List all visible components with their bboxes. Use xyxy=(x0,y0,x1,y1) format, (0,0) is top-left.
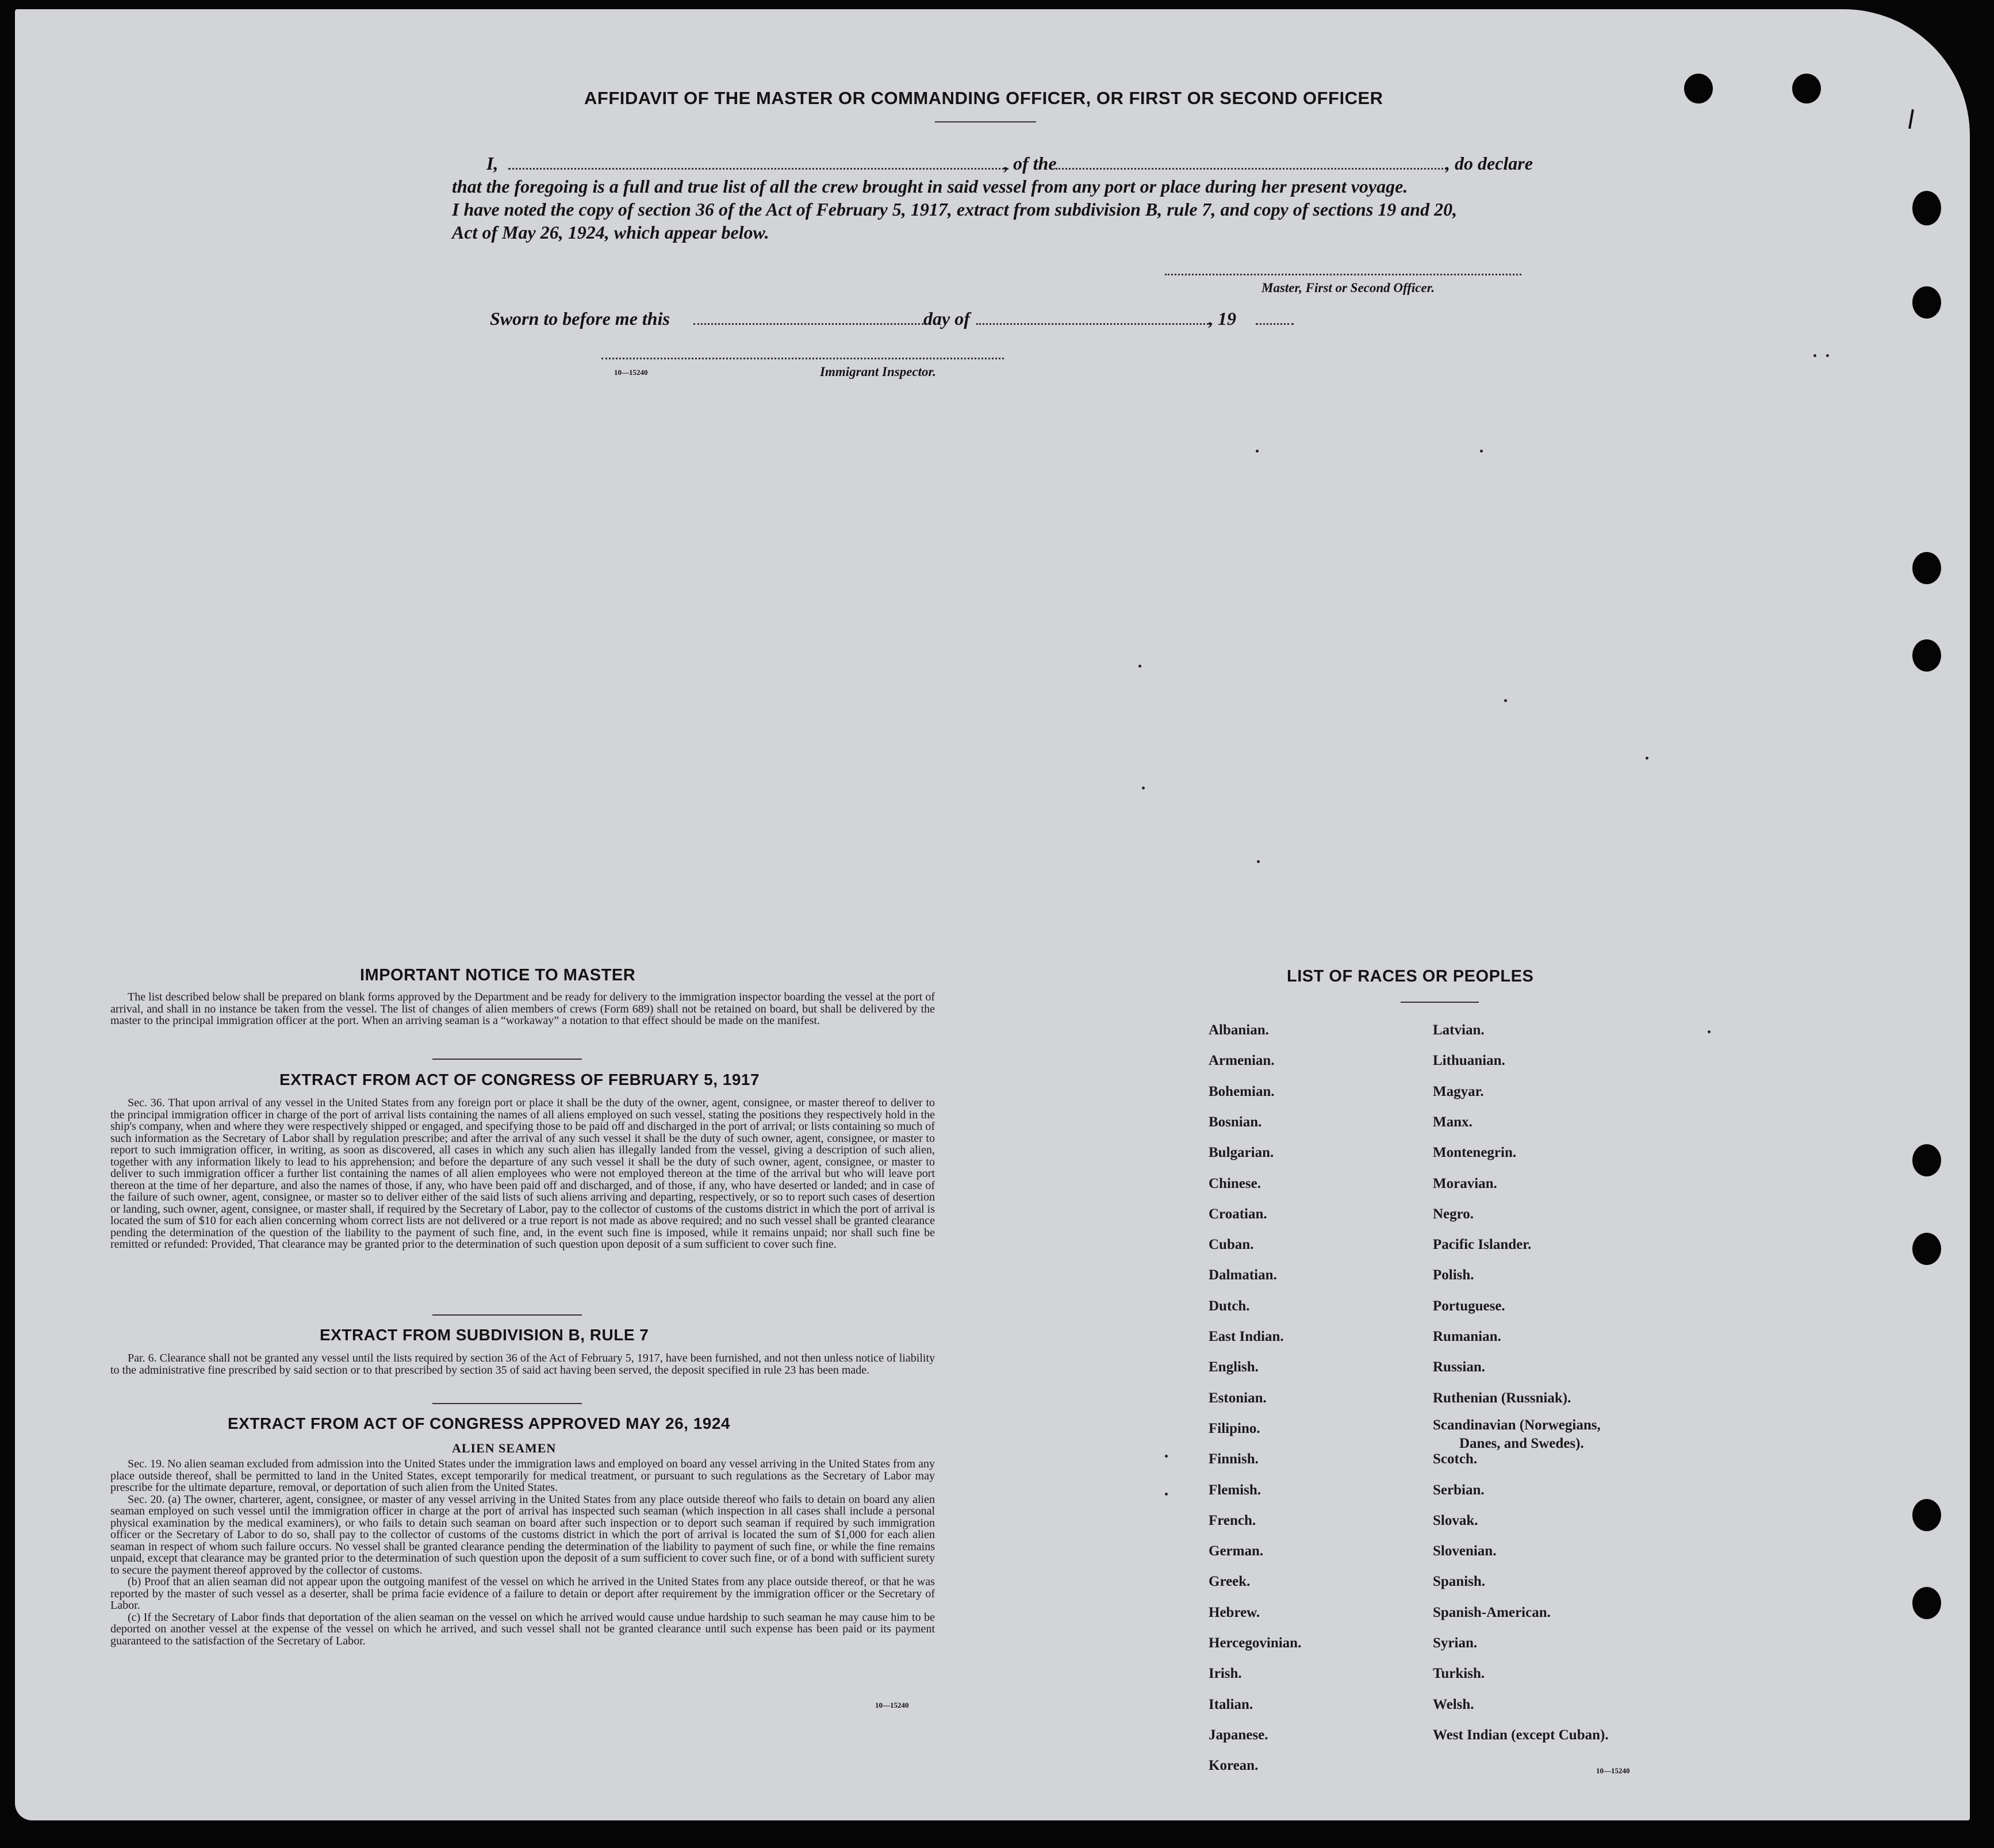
race-item-left: Finnish. xyxy=(1209,1451,1259,1467)
extract-1924-title: EXTRACT FROM ACT OF CONGRESS APPROVED MAY 26, 1924 xyxy=(228,1414,730,1432)
race-item-right: Syrian. xyxy=(1433,1635,1478,1651)
race-item-right: Serbian. xyxy=(1433,1482,1485,1498)
punch-hole xyxy=(1792,74,1821,103)
notice-text xyxy=(110,991,935,1027)
master-signature-field[interactable] xyxy=(1165,274,1521,275)
speck xyxy=(1142,787,1145,789)
punch-hole xyxy=(1912,1499,1941,1531)
extract-1917-title: EXTRACT FROM ACT OF CONGRESS OF FEBRUARY 5, 1917 xyxy=(279,1071,760,1088)
section-20b-paragraph: (b) Proof that an alien seaman did not appear upon the outgoing manifest of the vessel on which he arrived in the United States from any place outside thereof, or that he was reported by the master of such vessel as a deserter, shall be prima facie evidence of a failure to detain or deport after requirement by the immigration officer or the Secretary of Labor. xyxy=(110,1575,935,1612)
extract-1917-text xyxy=(110,1097,935,1251)
year-prefix-label: , 19 xyxy=(1209,308,1236,329)
sworn-day-field[interactable] xyxy=(693,323,923,325)
affidavit-line-3: I have noted the copy of section 36 of the Act of February 5, 1917, extract from subdivision B, rule 7, and copy of sections 19 and 20, xyxy=(452,199,1458,220)
race-item-right: Lithuanian. xyxy=(1433,1053,1505,1068)
affidavit-line-2: that the foregoing is a full and true list of all the crew brought in said vessel from any port or place during her present voyage. xyxy=(452,176,1408,197)
race-item-left: Chinese. xyxy=(1209,1176,1261,1191)
race-item-right: Negro. xyxy=(1433,1206,1474,1222)
document-page xyxy=(15,9,1970,1820)
sworn-year-field[interactable] xyxy=(1256,323,1294,325)
race-item-left: Cuban. xyxy=(1209,1237,1254,1252)
races-title: LIST OF RACES OR PEOPLES xyxy=(1287,967,1534,986)
punch-hole xyxy=(1912,191,1941,225)
affidavit-i-label: I, xyxy=(486,153,498,174)
race-item-left: German. xyxy=(1209,1543,1264,1559)
race-item-right: Turkish. xyxy=(1433,1666,1485,1681)
race-item-right: Polish. xyxy=(1433,1267,1474,1283)
form-number: 10—15240 xyxy=(614,368,648,377)
section-20c-paragraph: (c) If the Secretary of Labor finds that deportation of the alien seaman on the vessel on which he arrived would cause undue hardship to such seaman he may cause him to be deported on another vessel at the expense of the vessel on which he arrived, and such vessel shall not be granted clearance until such expense has been paid or its payment guaranteed to the satisfaction of the Secretary of Labor. xyxy=(110,1611,935,1647)
race-item-right: Russian. xyxy=(1433,1359,1486,1375)
race-item-left: Italian. xyxy=(1209,1697,1253,1712)
races-title-underline xyxy=(1401,1002,1479,1003)
extract-rule7-text xyxy=(110,1352,935,1376)
section-19-paragraph: Sec. 19. No alien seaman excluded from admission into the United States under the immigration laws and employed on board any vessel arriving in the United States from any place outside thereof, shall be permitted to land in the United States, except temporarily for medical treatment, or pursuant to such regulations as the Secretary of Labor may prescribe for the ultimate departure, removal, or deportation of such alien from the United States. xyxy=(110,1458,935,1494)
race-item-right: Slovak. xyxy=(1433,1513,1478,1528)
race-item-left: Greek. xyxy=(1209,1574,1251,1589)
speck xyxy=(1138,665,1141,668)
race-item-right: Ruthenian (Russniak). xyxy=(1433,1390,1571,1406)
speck xyxy=(1257,860,1260,863)
extract-rule7-title: EXTRACT FROM SUBDIVISION B, RULE 7 xyxy=(320,1326,649,1344)
punch-hole xyxy=(1684,74,1713,103)
race-item-right: Scandinavian (Norwegians, xyxy=(1433,1417,1601,1433)
race-item-left: Armenian. xyxy=(1209,1053,1275,1068)
punch-hole xyxy=(1912,639,1941,672)
race-item-left: Bulgarian. xyxy=(1209,1145,1274,1160)
race-item-right: Scotch. xyxy=(1433,1451,1478,1467)
section-20a-paragraph: Sec. 20. (a) The owner, charterer, agent, consignee, or master of any vessel arriving in the United States from any place outside thereof who fails to detain on board any alien seaman employed on such vessel until the immigration officer in charge at the port of arrival has inspected such seaman (which inspection in all cases shall include a personal physical examination by the medical examiners), or who fails to detain such seaman on board after such inspection or to deport such seaman if required by such immigration officer or the Secretary of Labor to do so, shall pay to the collector of customs of the customs district in which the port of arrival is located the sum of $1,000 for each alien seaman in respect of whom such failure occurs. No vessel shall be granted clearance pending the determination of the liability to payment of such fine, or while the fine remains unpaid, except that clearance may be granted prior to the determination of such question upon the deposit of a sum sufficient to cover such fine, or of a bond with sufficient surety to secure the payment thereof approved by the collector of customs. xyxy=(110,1493,935,1577)
title-underline xyxy=(935,121,1036,122)
race-item-right: Spanish. xyxy=(1433,1574,1486,1589)
race-item-left: Dalmatian. xyxy=(1209,1267,1277,1283)
notice-title: IMPORTANT NOTICE TO MASTER xyxy=(360,966,636,984)
master-signature-label: Master, First or Second Officer. xyxy=(1261,281,1435,295)
race-item-right: Pacific Islander. xyxy=(1433,1237,1532,1252)
sworn-label: Sworn to before me this xyxy=(490,308,670,329)
inspector-signature-field[interactable] xyxy=(601,358,1004,359)
punch-hole xyxy=(1912,286,1941,319)
race-item-right: Portuguese. xyxy=(1433,1298,1505,1314)
speck xyxy=(1708,1030,1711,1033)
affidavit-line-4: Act of May 26, 1924, which appear below. xyxy=(452,222,769,243)
race-item-left: Bosnian. xyxy=(1209,1114,1262,1130)
notice-paragraph: The list described below shall be prepared on blank forms approved by the Department and be ready for delivery to the immigration inspector boarding the vessel at the port of arrival, and shall in no instance be taken from the vessel. The list of changes of alien members of crews (Form 689) shall not be retained on board, but shall be delivered by the master to the principal immigration officer at the port. When an arriving seaman is a “workaway” a notation to that effect should be made on the manifest. xyxy=(110,991,935,1027)
race-item-left: Albanian. xyxy=(1209,1022,1269,1038)
master-name-field[interactable] xyxy=(508,168,1008,170)
race-item-left: English. xyxy=(1209,1359,1259,1375)
speck xyxy=(1504,699,1507,702)
race-item-left: Estonian. xyxy=(1209,1390,1267,1406)
form-number: 10—15240 xyxy=(1596,1766,1630,1775)
race-item-left: Hercegovinian. xyxy=(1209,1635,1302,1651)
race-item-right: Welsh. xyxy=(1433,1697,1474,1712)
race-item-right: Montenegrin. xyxy=(1433,1145,1517,1160)
race-item-right: Slovenian. xyxy=(1433,1543,1497,1559)
race-item-left: Irish. xyxy=(1209,1666,1242,1681)
race-item-left: Korean. xyxy=(1209,1758,1259,1773)
speck xyxy=(1256,450,1259,453)
inspector-label: Immigrant Inspector. xyxy=(820,365,936,379)
speck xyxy=(1480,450,1483,453)
race-item-left: Flemish. xyxy=(1209,1482,1261,1498)
race-item-left: Croatian. xyxy=(1209,1206,1267,1222)
alien-seamen-subtitle: ALIEN SEAMEN xyxy=(452,1441,557,1455)
day-of-label: day of xyxy=(923,308,970,329)
race-item-left: French. xyxy=(1209,1513,1256,1528)
race-item-right: Danes, and Swedes). xyxy=(1459,1436,1584,1451)
extract-rule7-paragraph: Par. 6. Clearance shall not be granted any vessel until the lists required by section 36 of the Act of February 5, 1917, have been furnished, and not then unless notice of liability to the administrative fine prescribed by said section or to that prescribed by section 35 of said act having been served, the deposit specified in rule 23 has been made. xyxy=(110,1352,935,1377)
race-item-right: Moravian. xyxy=(1433,1176,1497,1191)
affidavit-of-the: , of the xyxy=(1004,153,1057,174)
race-item-right: Magyar. xyxy=(1433,1084,1484,1099)
race-item-right: Spanish-American. xyxy=(1433,1605,1551,1620)
race-item-left: Dutch. xyxy=(1209,1298,1250,1314)
speck xyxy=(1165,1455,1168,1458)
speck xyxy=(1646,757,1648,760)
edge-mark xyxy=(1908,109,1914,129)
punch-hole xyxy=(1912,1233,1941,1265)
punch-hole xyxy=(1912,552,1941,584)
race-item-left: Filipino. xyxy=(1209,1421,1260,1436)
speck xyxy=(1165,1493,1168,1496)
affidavit-do-declare: , do declare xyxy=(1445,153,1533,174)
form-number: 10—15240 xyxy=(875,1701,909,1709)
section-divider xyxy=(432,1403,582,1404)
extract-1924-text xyxy=(110,1458,935,1647)
race-item-right: Manx. xyxy=(1433,1114,1473,1130)
extract-1917-paragraph: Sec. 36. That upon arrival of any vessel in the United States from any foreign port or place it shall be the duty of the owner, agent, consignee, or master thereof to deliver to the principal immigration officer in charge of the port of arrival lists containing the names of all aliens employed on such vessel, stating the positions they respectively hold in the ship's company, when and where they were respectively shipped or engaged, and specifying those to be paid off and discharged in the port of arrival; or lists containing so much of such information as the Secretary of Labor shall by regulation prescribe; and after the arrival of any such vessel it shall be the duty of such owner, agent, consignee, or master to report to such immigration officer, in writing, as soon as discovered, all cases in which any such alien has illegally landed from the vessel, giving a description of such alien, together with any information likely to lead to his apprehension; and before the departure of any such vessel it shall be the duty of such owner, agent, consignee, or master to deliver to such immigration officer a further list containing the names of all alien employees who were not employed thereon at the time of the arrival but who will leave port thereon at the time of her departure, and also the names of those, if any, who have been paid off and discharged, and of those, if any, who have deserted or landed; and in case of the failure of such owner, agent, consignee, or master so to deliver either of the said lists of such aliens arriving and departing, respectively, or so to report such cases of desertion or landing, such owner, agent, consignee, or master shall, if required by the Secretary of Labor, pay to the collector of customs of the customs district in which the port of arrival is located the sum of $10 for each alien concerning whom correct lists are not delivered or a true report is not made as above required; and no such vessel shall be granted clearance pending the determination of the question of the liability to the payment of such fine, and, in the event such fine is imposed, while it remains unpaid; nor shall such fine be remitted or refunded: Provided, That clearance may be granted prior to the determination of such question upon deposit of a sum sufficient to cover such fine. xyxy=(110,1096,935,1251)
vessel-name-field[interactable] xyxy=(1056,168,1447,170)
punch-hole xyxy=(1912,1144,1941,1176)
punch-hole xyxy=(1912,1587,1941,1619)
section-divider xyxy=(432,1059,582,1060)
race-item-left: Bohemian. xyxy=(1209,1084,1275,1099)
speck xyxy=(1826,354,1829,357)
section-divider xyxy=(432,1314,582,1316)
sworn-month-field[interactable] xyxy=(976,323,1212,325)
race-item-right: West Indian (except Cuban). xyxy=(1433,1727,1609,1743)
race-item-right: Rumanian. xyxy=(1433,1329,1501,1344)
race-item-left: East Indian. xyxy=(1209,1329,1284,1344)
race-item-right: Latvian. xyxy=(1433,1022,1485,1038)
race-item-left: Hebrew. xyxy=(1209,1605,1260,1620)
affidavit-title: AFFIDAVIT OF THE MASTER OR COMMANDING OFFICER, OR FIRST OR SECOND OFFICER xyxy=(584,88,1383,108)
race-item-left: Japanese. xyxy=(1209,1727,1268,1743)
speck xyxy=(1813,354,1816,357)
